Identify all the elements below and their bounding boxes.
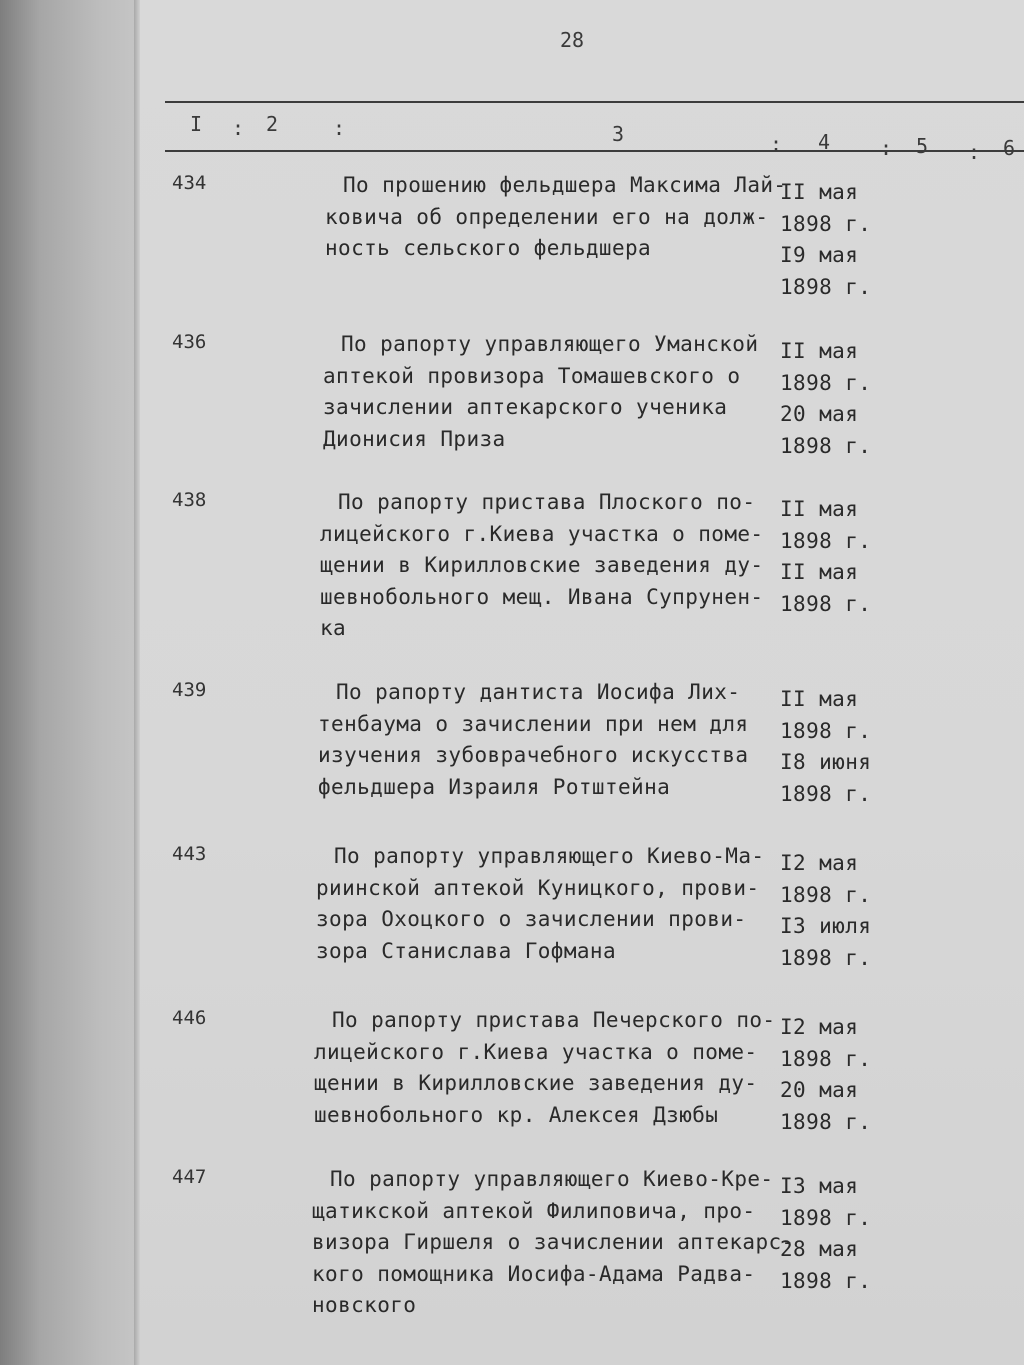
entry-date-line: II мая — [780, 497, 859, 521]
entry-description-line: лицейского г.Киева участка о поме- — [320, 521, 764, 546]
entry-description-line: новского — [312, 1293, 417, 1317]
header-column-marker: : — [333, 116, 346, 140]
entry-date-line: I2 мая — [780, 851, 859, 875]
entry-number: 443 — [172, 843, 207, 865]
entry-description-line: По рапорту управляющего Киево-Ма- — [334, 844, 765, 868]
entry-date-line: 28 мая — [780, 1237, 859, 1261]
entry-date-line: 1898 г. — [780, 882, 872, 907]
entry-description-line: ность сельского фельдшера — [325, 236, 652, 260]
header-column-marker: : — [770, 132, 783, 156]
entry-date-line: II мая — [780, 180, 859, 204]
entry-description-line: фельдшера Израиля Ротштейна — [318, 774, 671, 799]
entry-description-line: Дионисия Приза — [323, 426, 506, 451]
entry-date-line: 1898 г. — [780, 433, 872, 458]
entry-date-line: 20 мая — [780, 402, 859, 426]
entry-date-line: 20 мая — [780, 1078, 859, 1102]
entry-date-line: I9 мая — [780, 243, 859, 267]
entry-date-line: 1898 г. — [780, 718, 872, 743]
entry-description-line: щении в Кирилловские заведения ду- — [314, 1071, 758, 1095]
entry-date-line: II мая — [780, 687, 859, 711]
entry-date-line: 1898 г. — [780, 211, 872, 236]
header-column-marker: 3 — [612, 122, 625, 146]
entry-description-line: По рапорту управляющего Уманской — [341, 332, 759, 356]
entry-date-line: II мая — [780, 339, 859, 363]
entry-date-line: I3 мая — [780, 1174, 859, 1198]
header-top-rule — [165, 101, 1024, 103]
header-column-marker: 5 — [916, 134, 929, 158]
header-column-marker: : — [880, 136, 893, 160]
entry-description-line: ковича об определении его на долж- — [325, 204, 769, 229]
entry-number: 436 — [172, 331, 207, 353]
header-column-marker: 2 — [266, 112, 279, 136]
entry-date-line: 1898 г. — [780, 945, 872, 970]
entry-description-line: изучения зубоврачебного искусства — [318, 743, 749, 767]
entry-number: 434 — [172, 172, 207, 194]
entry-description-line: зачислении аптекарского ученика — [323, 395, 728, 419]
header-column-marker: I — [190, 112, 203, 136]
entry-description-line: кого помощника Иосифа-Адама Радва- — [312, 1261, 756, 1286]
entry-number: 438 — [172, 489, 207, 511]
entry-date-line: 1898 г. — [780, 591, 872, 616]
entry-date-line: 1898 г. — [780, 274, 872, 299]
entry-date-line: 1898 г. — [780, 1046, 872, 1071]
entry-description-line: шевнобольного кр. Алексея Дзюбы — [314, 1102, 719, 1127]
entry-date-line: 1898 г. — [780, 1268, 872, 1293]
entry-description-line: щатикской аптекой Филиповича, про- — [312, 1198, 756, 1223]
entry-description-line: щении в Кирилловские заведения ду- — [320, 553, 764, 577]
header-bottom-rule — [165, 150, 1024, 152]
entry-number: 447 — [172, 1166, 207, 1188]
entry-date-line: I3 июля — [780, 914, 872, 938]
header-column-marker: 6 — [1003, 136, 1016, 160]
entry-description-line: лицейского г.Киева участка о поме- — [314, 1039, 758, 1064]
entry-number: 446 — [172, 1007, 207, 1029]
entry-date-line: 1898 г. — [780, 370, 872, 395]
entry-description-line: По рапорту дантиста Иосифа Лих- — [336, 680, 741, 704]
header-column-marker: : — [232, 116, 245, 140]
entry-description-line: По рапорту управляющего Киево-Кре- — [330, 1167, 774, 1191]
entry-date-line: II мая — [780, 560, 859, 584]
entry-date-line: 1898 г. — [780, 1205, 872, 1230]
entry-date-line: I8 июня — [780, 750, 872, 774]
entry-date-line: I2 мая — [780, 1015, 859, 1039]
entry-description-line: аптекой провизора Томашевского о — [323, 363, 741, 388]
page-number: 28 — [560, 28, 585, 52]
entry-description-line: По рапорту пристава Печерского по- — [332, 1008, 776, 1032]
entry-date-line: 1898 г. — [780, 781, 872, 806]
header-column-marker: 4 — [818, 130, 831, 154]
entry-date-line: 1898 г. — [780, 528, 872, 553]
entry-description-line: По рапорту пристава Плоского по- — [338, 490, 756, 514]
entry-description-line: зора Охоцкого о зачислении прови- — [316, 907, 747, 931]
entry-description-line: риинской аптекой Куницкого, прови- — [316, 875, 760, 900]
header-column-marker: : — [968, 140, 981, 164]
entry-description-line: визора Гиршеля о зачислении аптекарс- — [312, 1230, 795, 1254]
entry-date-line: 1898 г. — [780, 1109, 872, 1134]
entry-description-line: тенбаума о зачислении при нем для — [318, 711, 749, 736]
entry-description-line: зора Станислава Гофмана — [316, 938, 616, 963]
entry-description-line: ка — [320, 616, 347, 640]
entry-description-line: По прошению фельдшера Максима Лай- — [343, 173, 787, 197]
previous-page-edge — [0, 0, 140, 1365]
entry-number: 439 — [172, 679, 207, 701]
entry-description-line: шевнобольного мещ. Ивана Супрунен- — [320, 584, 764, 609]
